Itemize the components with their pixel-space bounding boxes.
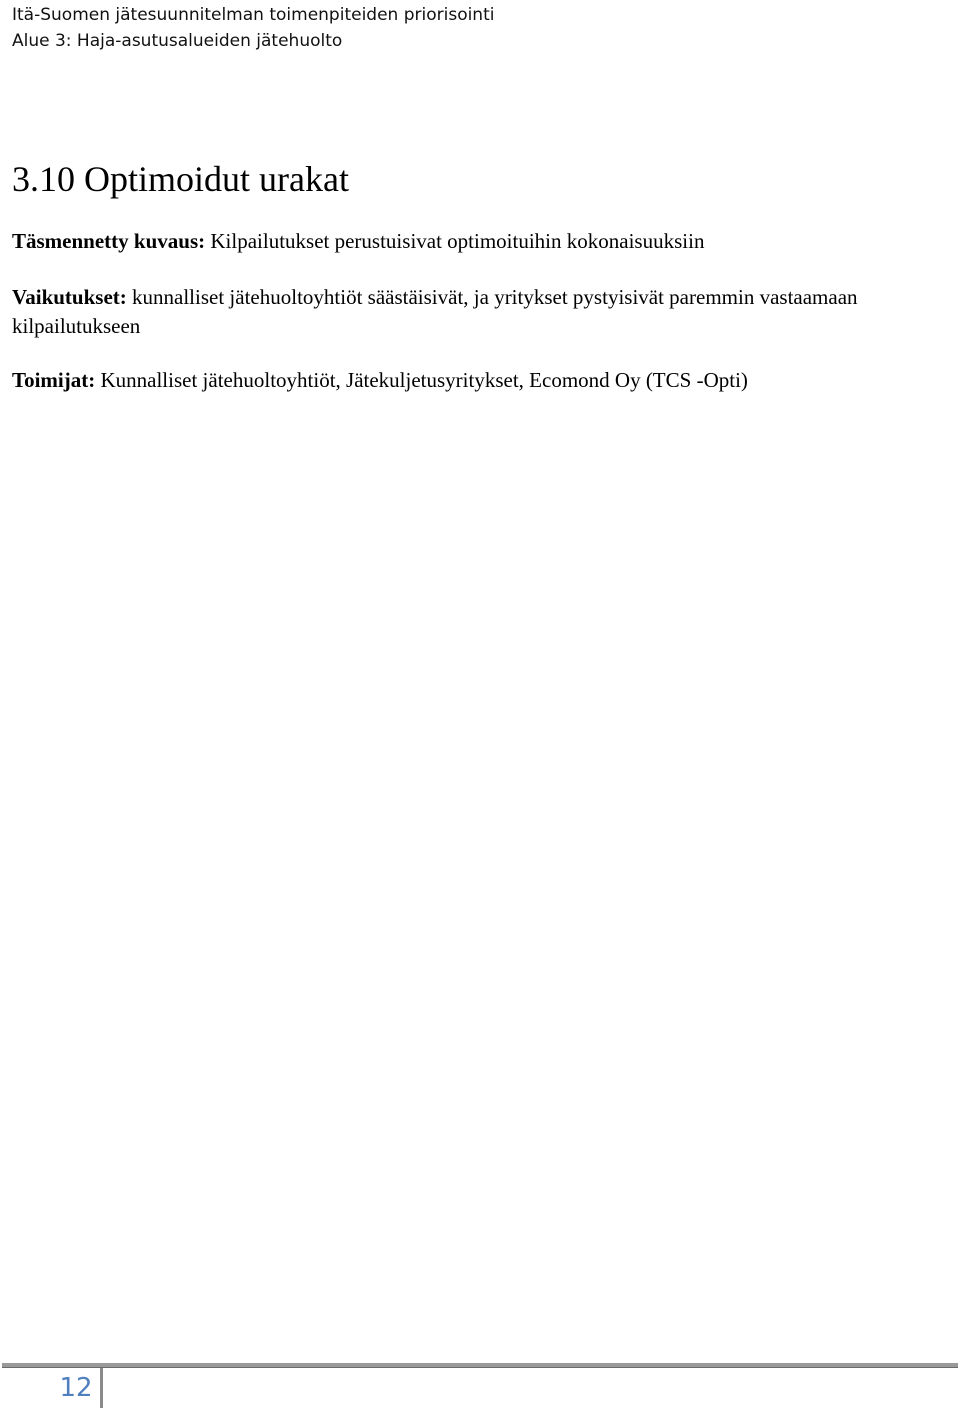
- effects-text: kunnalliset jätehuoltoyhtiöt säästäisivät, ja yritykset pystyisivät paremmin vastaamaan kilpailutukseen: [12, 285, 858, 338]
- footer-rule: [2, 1363, 958, 1368]
- actors-paragraph: [12, 366, 912, 395]
- header-line-area: Alue 3: Haja-asutusalueiden jätehuolto: [12, 31, 343, 51]
- running-header: [12, 2, 494, 54]
- actors-text: Kunnalliset jätehuoltoyhtiöt, Jätekuljetusyritykset, Ecomond Oy (TCS -Opti): [95, 368, 748, 392]
- effects-paragraph: [12, 283, 912, 341]
- header-line-document-title: Itä-Suomen jätesuunnitelman toimenpiteiden priorisointi: [12, 5, 495, 25]
- page-number-divider: [100, 1368, 103, 1408]
- description-label: Täsmennetty kuvaus:: [12, 229, 206, 253]
- page-number: 12: [59, 1373, 93, 1403]
- actors-label: Toimijat:: [12, 368, 96, 392]
- description-paragraph: [12, 227, 912, 256]
- section-title: 3.10 Optimoidut urakat: [12, 159, 349, 199]
- effects-label: Vaikutukset:: [12, 285, 127, 309]
- description-text: Kilpailutukset perustuisivat optimoituihin kokonaisuuksiin: [205, 229, 705, 253]
